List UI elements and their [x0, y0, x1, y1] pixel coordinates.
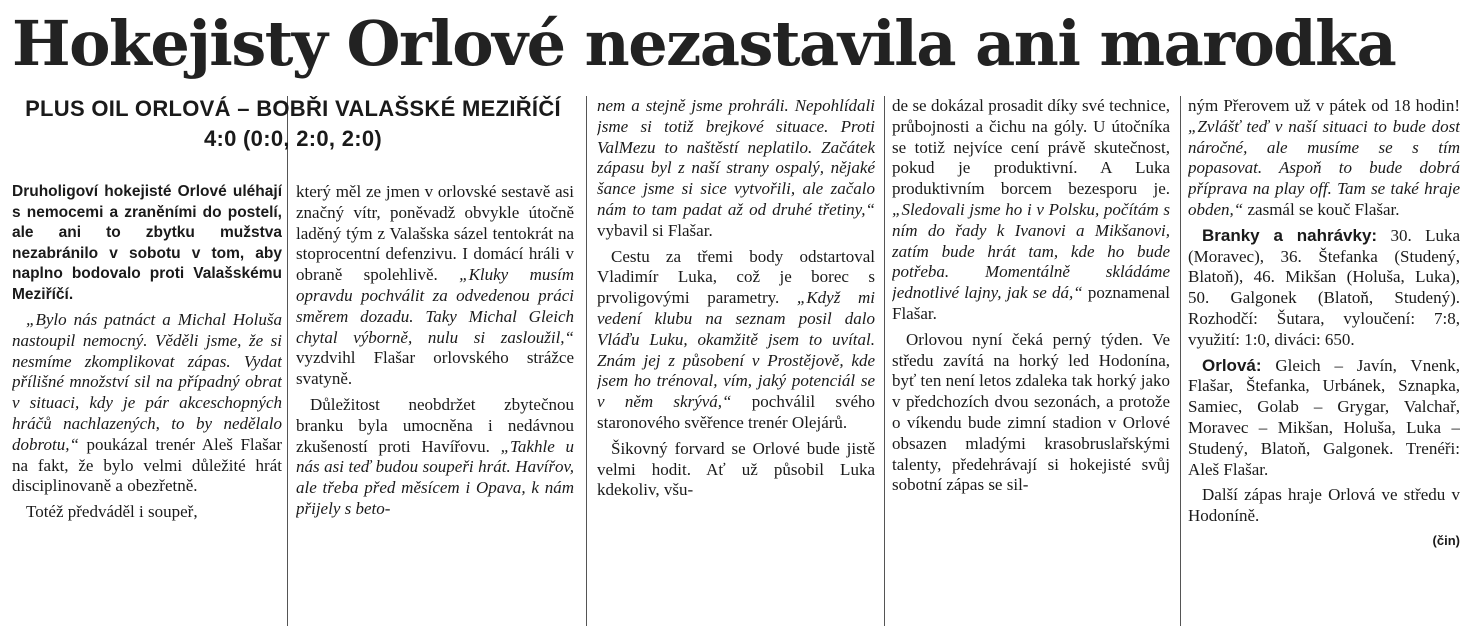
- column-5: [1188, 96, 1460, 549]
- paragraph: [296, 395, 574, 520]
- paragraph: [12, 310, 282, 497]
- paragraph: [892, 96, 1170, 325]
- paragraph: [892, 330, 1170, 496]
- text: Totéž předváděl i soupeř,: [26, 502, 198, 522]
- lineup-text: Gleich – Javín, Vnenk, Flašar, Štefanka, Urbánek, Sznapka, Samiec, Golab – Grygar, Valchař, Moravec – Mikšan, Holuša, Luka – Studený, Blatoň, Galgonek. Trenéři: Aleš Flašar.: [1188, 355, 1460, 479]
- match-score: 4:0 (0:0, 2:0, 2:0): [203, 126, 383, 151]
- column-rule: [1180, 96, 1181, 626]
- text: ným Přerovem už v pátek od 18 hodin!: [1188, 96, 1460, 115]
- column-rule: [287, 96, 288, 626]
- quote: „Bylo nás patnáct a Michal Holuša nastoupil nemocný. Věděli jsme, že si nesmíme zkomplikovat zápas. Vydat přílišné množství sil na případný obrat v situaci, kdy je pár akceschopných hráčů nachlazených, to by nedělalo dobrotu,“: [12, 310, 282, 454]
- column-1: [12, 182, 282, 523]
- column-4: [892, 96, 1170, 496]
- text: zasmál se kouč Flašar.: [1243, 199, 1400, 219]
- text: který měl ze jmen v orlovské sestavě asi značný vítr, poněvadž obvykle útočně laděný tým z Valašska sázel tentokrát na stoprocentní defenzivu. I domácí hráli v obraně spolehlivě.: [296, 182, 574, 285]
- article-lead: Druholigoví hokejisté Orlové uléhají s nemocemi a zraněními do postelí, ale ani to zbytku mužstva nezabránilo v sobotu v tom, aby naplno bodovalo proti Valašskému Meziříčí.: [12, 183, 282, 303]
- text: de se dokázal prosadit díky své technice, průbojnosti a čichu na góly. U útočníka se totiž nejvíce cení právě skutečnost, pokud je produktivní. A Luka produktivním borcem bezesporu je.: [892, 96, 1170, 199]
- quote: „Když mi vedení klubu na seznam posil dalo Vláďu Luku, okamžitě jsem to uvítal. Znám jej z působení v Prostějově, kde jsem ho trénoval, vím, jaký potenciál se v něm skrývá,“: [597, 288, 875, 412]
- goals-text: 30. Luka (Moravec), 36. Štefanka (Studený, Blatoň), 46. Mikšan (Holuša, Luka), 50. Galgonek (Blatoň, Studený). Rozhodčí: Šutara, vyloučení: 7:8, využití: 1:0, diváci: 650.: [1188, 225, 1460, 349]
- text: Důležitost neobdržet zbytečnou branku byla umocněna i nedávnou zkušeností proti Havířovu.: [296, 394, 574, 456]
- text: vyzdvihl Flašar orlovského strážce svatyně.: [296, 348, 574, 389]
- paragraph: [597, 247, 875, 434]
- text: Šikovný forvard se Orlové bude jistě velmi hodit. Ať už působil Luka kdekoliv, všu-: [597, 438, 875, 500]
- headline: Hokejisty Orlové nezastavila ani marodka: [12, 7, 1396, 80]
- paragraph: [12, 502, 282, 523]
- match-lineup: [1188, 356, 1460, 481]
- column-rule: [884, 96, 885, 626]
- byline: (čin): [1432, 532, 1460, 548]
- quote: „Takhle u nás asi teď budou soupeři hrát. Havířov, ale třeba před měsícem i Opava, k nám přijely s beto-: [296, 436, 574, 518]
- paragraph: [597, 96, 875, 242]
- text: vybavil si Flašar.: [597, 220, 713, 240]
- match-goals: [1188, 226, 1460, 351]
- column-3: [597, 96, 875, 501]
- quote: nem a stejně jsme prohráli. Nepohlídali jsme si totiž brejkové situace. Proti ValMezu to naštěstí neplatilo. Začátek zápasu byl z naší strany ospalý, nějaké šance jsme si sice vytvořili, ale začalo nám to tam padat až od druhé třetiny,“: [597, 96, 875, 219]
- lineup-label: Orlová:: [1202, 355, 1262, 375]
- next-match: Další zápas hraje Orlová ve středu v Hodoníně.: [1188, 485, 1460, 526]
- quote: „Kluky musím opravdu pochválit za odvedenou práci směrem dozadu. Taky Michal Gleich chytal výborně, nulu si zasloužil,“: [296, 265, 574, 347]
- column-2: [296, 182, 574, 520]
- goals-label: Branky a nahrávky:: [1202, 225, 1378, 245]
- quote: „Zvlášť teď v naší situaci to bude dost náročné, ale musíme se s tím popasovat. Aspoň to bude dobrá příprava na play off. Tam se také hraje obden,“: [1188, 116, 1460, 219]
- quote: „Sledovali jsme ho i v Polsku, počítám s ním do řady k Ivanovi a Mikšanovi, zatím bude hrát tam, kde ho bude potřeba. Momentálně skládáme jednotlivé lajny, jak se dá,“: [892, 199, 1170, 303]
- paragraph: [597, 439, 875, 501]
- text: poznamenal Flašar.: [892, 283, 1170, 323]
- paragraph: [1188, 96, 1460, 221]
- text: poukázal trenér Aleš Flašar na fakt, že bylo velmi důležité hrát disciplinovaně a obezřetně.: [12, 434, 282, 496]
- text: Cestu za třemi body odstartoval Vladimír Luka, což je borec s prvoligovými parametry.: [597, 246, 875, 308]
- match-teams: PLUS OIL ORLOVÁ – BOBŘI VALAŠSKÉ MEZIŘÍČÍ: [25, 96, 561, 121]
- text: pochválil svého staronového svěřence trenér Olejárů.: [597, 392, 875, 432]
- paragraph: [296, 182, 574, 390]
- text: Orlovou nyní čeká perný týden. Ve středu zavítá na horký led Hodonína, byť ten není letos zdaleka tak horký jako v předchozích dvou sezonách, a protože o víkendu bude zimní stadion v Orlové obsazen mladými krasobruslařskými talenty, předehrávají si hokejisté svůj sobotní zápas se sil-: [892, 329, 1170, 495]
- match-kicker: [12, 94, 574, 154]
- column-rule: [586, 96, 587, 626]
